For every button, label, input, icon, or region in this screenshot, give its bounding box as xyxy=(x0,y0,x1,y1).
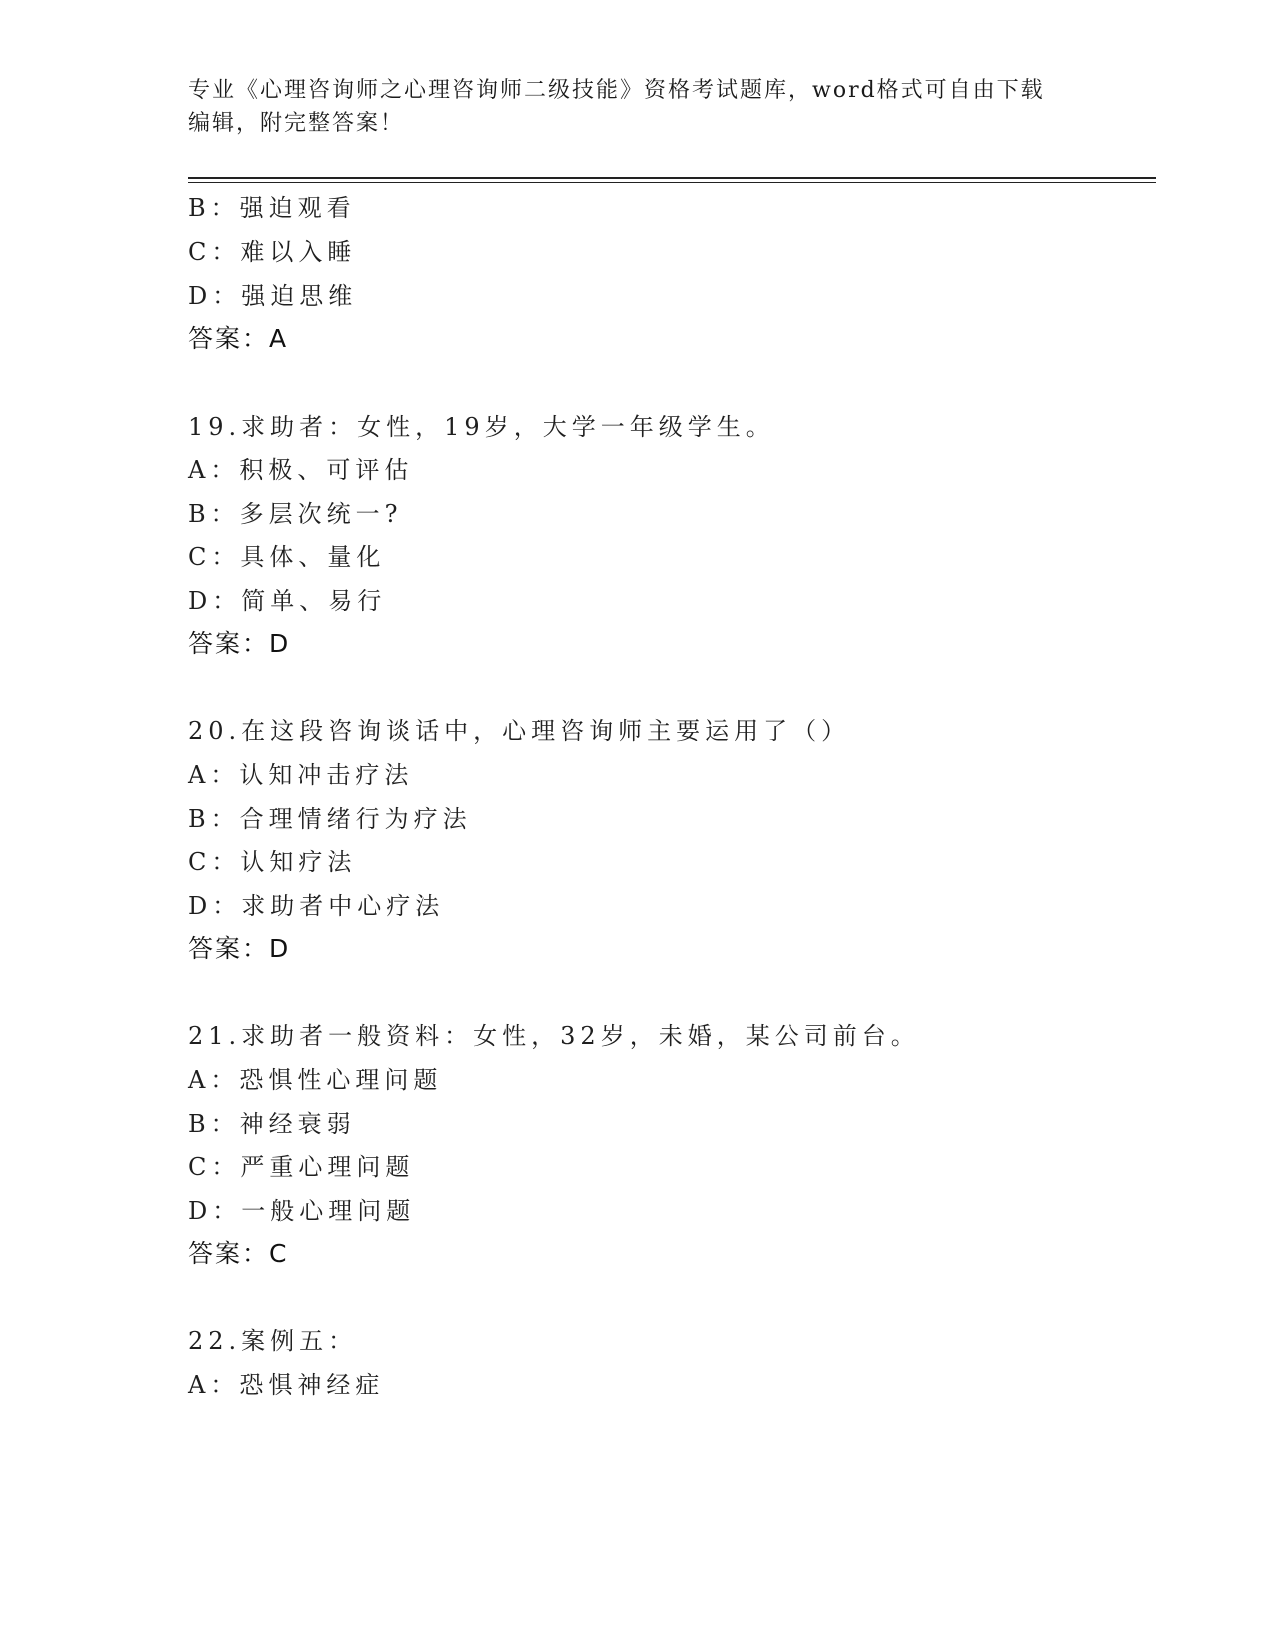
question-21-option-c: C：严重心理问题 xyxy=(188,1153,415,1181)
question-19-option-c: C：具体、量化 xyxy=(188,543,386,571)
question-19-option-a: A：积极、可评估 xyxy=(188,456,414,484)
question-21: 21.求助者一般资料：女性，32岁，未婚，某公司前台。 xyxy=(188,1022,920,1050)
option-d-line: D：强迫思维 xyxy=(188,282,358,310)
option-b-line: B：强迫观看 xyxy=(188,194,356,222)
question-20: 20.在这段咨询谈话中，心理咨询师主要运用了（） xyxy=(188,717,851,745)
question-20-option-c: C：认知疗法 xyxy=(188,848,357,876)
header-divider-thick xyxy=(188,177,1156,179)
header-line-2: 编辑，附完整答案！ xyxy=(188,111,405,136)
answer-line: 答案：A xyxy=(188,324,289,353)
question-19-option-d: D：简单、易行 xyxy=(188,587,387,615)
question-19-answer: 答案：D xyxy=(188,629,291,658)
question-22: 22.案例五： xyxy=(188,1327,358,1355)
option-c-line: C：难以入睡 xyxy=(188,238,357,266)
question-20-option-d: D：求助者中心疗法 xyxy=(188,892,445,920)
question-22-option-a: A：恐惧神经症 xyxy=(188,1371,385,1399)
question-21-option-a: A：恐惧性心理问题 xyxy=(188,1066,443,1094)
question-21-option-d: D：一般心理问题 xyxy=(188,1197,416,1225)
question-20-answer: 答案：D xyxy=(188,934,291,963)
question-20-option-a: A：认知冲击疗法 xyxy=(188,761,414,789)
header-divider-thin xyxy=(188,182,1156,183)
question-21-answer: 答案：C xyxy=(188,1239,289,1268)
question-19-option-b: B：多层次统一? xyxy=(188,500,403,528)
question-19: 19.求助者：女性，19岁，大学一年级学生。 xyxy=(188,413,775,441)
header-line-1: 专业《心理咨询师之心理咨询师二级技能》资格考试题库，word格式可自由下载 xyxy=(188,78,1045,103)
question-21-option-b: B：神经衰弱 xyxy=(188,1110,356,1138)
document-header xyxy=(188,74,1088,140)
question-20-option-b: B：合理情绪行为疗法 xyxy=(188,805,472,833)
